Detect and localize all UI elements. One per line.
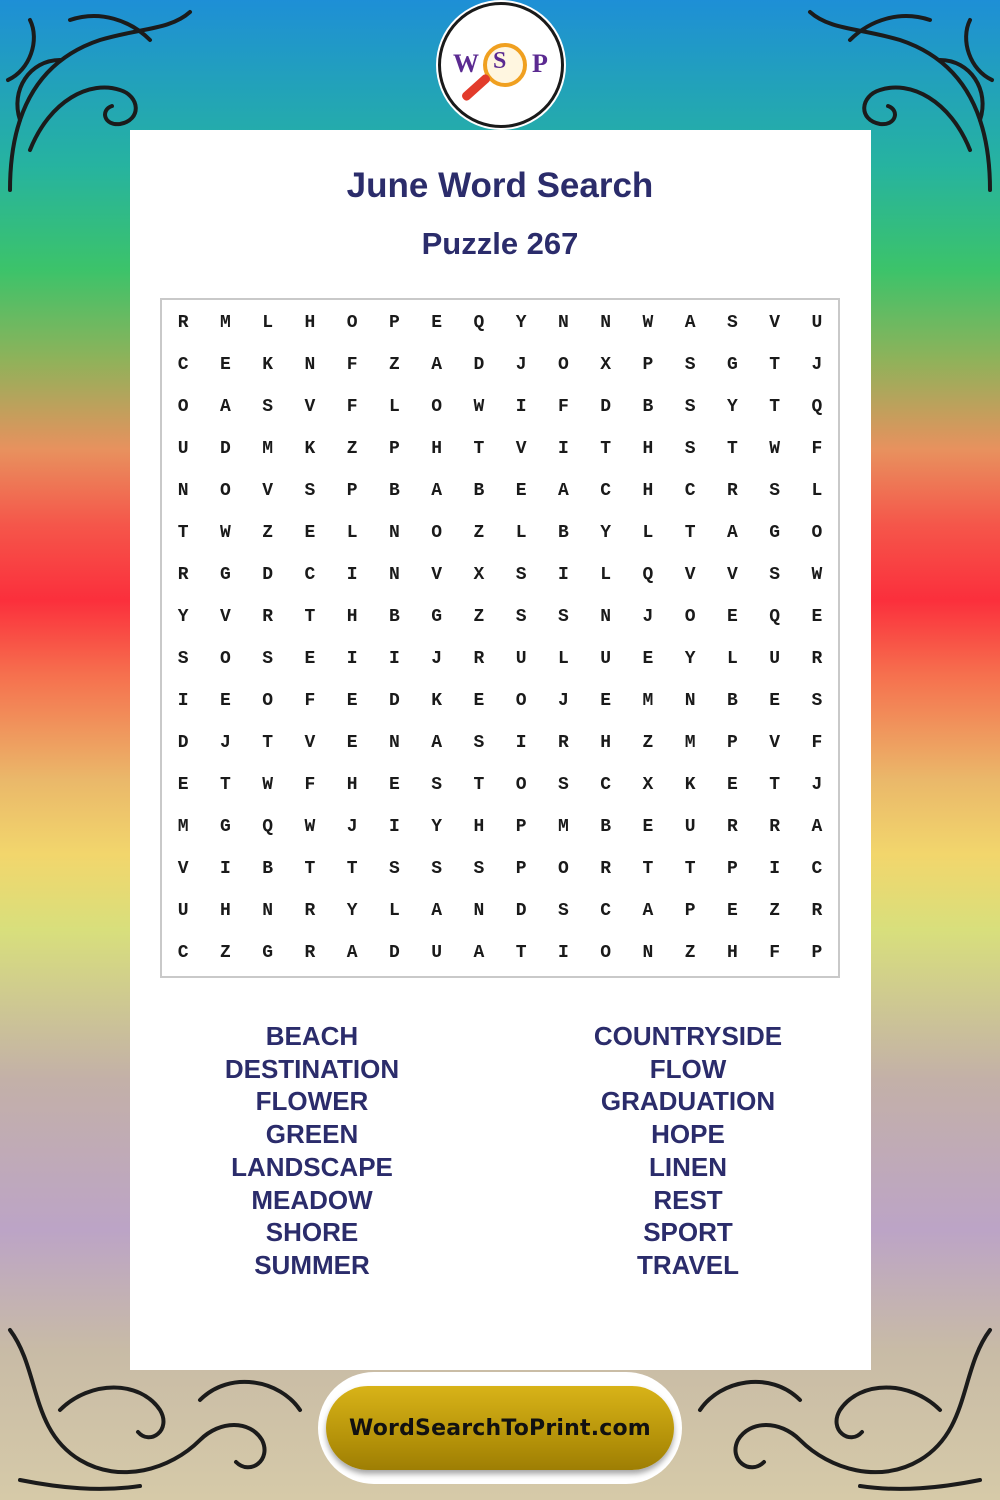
grid-cell: I — [177, 691, 189, 711]
grid-cell: V — [304, 397, 316, 417]
grid-cell: O — [346, 313, 358, 333]
grid-cell: S — [262, 649, 274, 669]
grid-cell: V — [219, 607, 231, 627]
grid-cell: T — [515, 943, 527, 963]
grid-cell: V — [684, 565, 696, 585]
grid-cell: D — [515, 901, 527, 921]
grid-cell: A — [684, 313, 696, 333]
grid-cell: S — [557, 607, 569, 627]
site-badge-inner[interactable] — [326, 1386, 674, 1470]
grid-cell: B — [600, 817, 612, 837]
grid-cell: O — [557, 355, 569, 375]
grid-cell: K — [684, 775, 696, 795]
grid-cell: S — [811, 691, 823, 711]
grid-cell: H — [304, 313, 316, 333]
grid-cell: B — [388, 481, 400, 501]
grid-cell: N — [388, 565, 400, 585]
grid-cell: G — [726, 355, 738, 375]
grid-cell: I — [769, 859, 781, 879]
grid-cell: E — [726, 901, 738, 921]
grid-cell: W — [304, 817, 316, 837]
grid-cell: I — [388, 649, 400, 669]
grid-cell: G — [769, 523, 781, 543]
grid-cell: L — [515, 523, 527, 543]
grid-cell: L — [262, 313, 274, 333]
grid-cell: U — [600, 649, 612, 669]
grid-cell: A — [219, 397, 231, 417]
puzzle-number: Puzzle 267 — [421, 226, 579, 261]
grid-cell: N — [262, 901, 274, 921]
word-list-item: LANDSCAPE — [231, 1151, 393, 1182]
word-list-item: COUNTRYSIDE — [593, 1021, 783, 1051]
grid-cell: V — [726, 565, 738, 585]
grid-cell: O — [431, 523, 443, 543]
grid-cell: T — [177, 523, 189, 543]
grid-cell: N — [177, 481, 189, 501]
grid-cell: H — [726, 943, 738, 963]
grid-cell: E — [346, 733, 358, 753]
grid-cell: I — [557, 565, 569, 585]
grid-cell: T — [473, 439, 485, 459]
grid-cell: W — [473, 397, 485, 417]
grid-cell: Q — [769, 607, 781, 627]
page-title: June Word Search — [346, 166, 654, 205]
grid-cell: U — [769, 649, 781, 669]
grid-cell: Y — [515, 313, 527, 333]
grid-cell: T — [304, 607, 316, 627]
grid-cell: S — [557, 775, 569, 795]
grid-cell: S — [304, 481, 316, 501]
grid-cell: P — [726, 859, 738, 879]
grid-cell: V — [262, 481, 274, 501]
grid-cell: U — [684, 817, 696, 837]
grid-cell: O — [177, 397, 189, 417]
grid-cell: R — [726, 481, 738, 501]
grid-cell: M — [684, 733, 696, 753]
grid-cell: S — [726, 313, 738, 333]
grid-cell: I — [557, 439, 569, 459]
grid-cell: Y — [684, 649, 696, 669]
grid-cell: P — [346, 481, 358, 501]
grid-cell: R — [262, 607, 274, 627]
grid-cell: F — [769, 943, 781, 963]
grid-cell: J — [346, 817, 358, 837]
grid-cell: E — [304, 649, 316, 669]
grid-cell: Z — [262, 523, 274, 543]
grid-cell: Z — [346, 439, 358, 459]
grid-cell: D — [262, 565, 274, 585]
grid-cell: Q — [473, 313, 485, 333]
grid-cell: U — [177, 901, 189, 921]
grid-cell: Z — [769, 901, 781, 921]
grid-cell: J — [811, 355, 823, 375]
grid-cell: T — [304, 859, 316, 879]
word-list-item: SHORE — [265, 1217, 359, 1248]
grid-cell: M — [262, 439, 274, 459]
grid-cell: H — [642, 481, 654, 501]
grid-cell: O — [219, 481, 231, 501]
grid-cell: C — [177, 943, 189, 963]
grid-cell: P — [388, 439, 400, 459]
grid-cell: W — [219, 523, 231, 543]
grid-cell: S — [769, 565, 781, 585]
grid-cell: K — [304, 439, 316, 459]
grid-cell: F — [304, 775, 316, 795]
grid-cell: F — [346, 397, 358, 417]
grid-cell: R — [726, 817, 738, 837]
grid-cell: A — [642, 901, 654, 921]
grid-cell: P — [726, 733, 738, 753]
grid-cell: O — [684, 607, 696, 627]
word-list-right — [538, 1020, 838, 1282]
grid-cell: B — [262, 859, 274, 879]
grid-cell: T — [726, 439, 738, 459]
grid-cell: O — [431, 397, 443, 417]
grid-cell: S — [431, 775, 443, 795]
grid-cell: A — [346, 943, 358, 963]
grid-cell: E — [726, 607, 738, 627]
grid-cell: U — [177, 439, 189, 459]
grid-cell: C — [177, 355, 189, 375]
grid-cell: X — [642, 775, 654, 795]
grid-cell: O — [515, 691, 527, 711]
grid-cell: R — [473, 649, 485, 669]
grid-cell: M — [219, 313, 231, 333]
grid-cell: L — [811, 481, 823, 501]
grid-cell: K — [431, 691, 443, 711]
grid-cell: N — [642, 943, 654, 963]
grid-cell: M — [177, 817, 189, 837]
grid-cell: D — [473, 355, 485, 375]
grid-cell: L — [388, 901, 400, 921]
grid-cell: Y — [177, 607, 189, 627]
site-badge[interactable] — [318, 1372, 682, 1484]
grid-cell: T — [642, 859, 654, 879]
grid-cell: B — [473, 481, 485, 501]
logo-letter-p: P — [532, 49, 548, 78]
grid-cell: I — [346, 649, 358, 669]
grid-cell: F — [304, 691, 316, 711]
grid-cell: D — [388, 691, 400, 711]
grid-cell: Y — [726, 397, 738, 417]
grid-cell: H — [473, 817, 485, 837]
grid-cell: E — [431, 313, 443, 333]
grid-cell: C — [600, 481, 612, 501]
grid-cell: I — [346, 565, 358, 585]
grid-cell: E — [219, 691, 231, 711]
grid-cell: R — [304, 901, 316, 921]
grid-cell: J — [642, 607, 654, 627]
grid-cell: K — [262, 355, 274, 375]
grid-cell: A — [811, 817, 823, 837]
grid-cell: B — [726, 691, 738, 711]
grid-cell: V — [769, 313, 781, 333]
grid-cell: C — [600, 775, 612, 795]
grid-cell: F — [811, 733, 823, 753]
grid-cell: T — [769, 397, 781, 417]
grid-cell: Y — [346, 901, 358, 921]
grid-cell: E — [219, 355, 231, 375]
grid-cell: P — [515, 859, 527, 879]
grid-cell: H — [431, 439, 443, 459]
grid-cell: G — [219, 565, 231, 585]
word-list-item: DESTINATION — [224, 1053, 400, 1084]
grid-cell: S — [431, 859, 443, 879]
site-logo[interactable] — [438, 2, 564, 128]
grid-cell: G — [219, 817, 231, 837]
grid-cell: W — [642, 313, 654, 333]
grid-cell: E — [515, 481, 527, 501]
grid-cell: L — [726, 649, 738, 669]
word-list-item: SPORT — [643, 1217, 733, 1248]
grid-cell: M — [642, 691, 654, 711]
grid-cell: J — [219, 733, 231, 753]
grid-cell: O — [219, 649, 231, 669]
grid-cell: N — [304, 355, 316, 375]
grid-cell: B — [388, 607, 400, 627]
grid-cell: C — [811, 859, 823, 879]
grid-cell: Z — [642, 733, 654, 753]
grid-cell: E — [304, 523, 316, 543]
logo-letter-w: W — [453, 49, 479, 78]
grid-cell: A — [557, 481, 569, 501]
grid-cell: O — [557, 859, 569, 879]
grid-cell: R — [811, 649, 823, 669]
grid-cell: S — [388, 859, 400, 879]
grid-cell: S — [557, 901, 569, 921]
grid-cell: D — [177, 733, 189, 753]
grid-cell: F — [346, 355, 358, 375]
grid-cell: U — [515, 649, 527, 669]
grid-cell: T — [684, 523, 696, 543]
grid-cell: S — [473, 859, 485, 879]
grid-cell: C — [684, 481, 696, 501]
grid-cell: N — [473, 901, 485, 921]
grid-cell: A — [431, 355, 443, 375]
grid-cell: E — [346, 691, 358, 711]
grid-cell: R — [304, 943, 316, 963]
grid-cell: E — [642, 649, 654, 669]
grid-cell: Y — [431, 817, 443, 837]
grid-cell: L — [642, 523, 654, 543]
grid-cell: N — [388, 733, 400, 753]
grid-cell: J — [811, 775, 823, 795]
word-list-item: TRAVEL — [636, 1249, 740, 1280]
grid-cell: W — [811, 565, 823, 585]
word-list-item: MEADOW — [251, 1184, 373, 1215]
grid-cell: B — [642, 397, 654, 417]
grid-cell: G — [431, 607, 443, 627]
grid-cell: W — [769, 439, 781, 459]
grid-cell: E — [811, 607, 823, 627]
grid-cell: J — [431, 649, 443, 669]
grid-cell: R — [557, 733, 569, 753]
grid-cell: Z — [388, 355, 400, 375]
grid-cell: A — [431, 481, 443, 501]
grid-cell: N — [388, 523, 400, 543]
grid-cell: F — [811, 439, 823, 459]
grid-cell: T — [262, 733, 274, 753]
grid-cell: L — [346, 523, 358, 543]
grid-cell: V — [304, 733, 316, 753]
grid-cell: T — [769, 775, 781, 795]
grid-cell: Z — [684, 943, 696, 963]
grid-cell: Y — [600, 523, 612, 543]
grid-cell: J — [515, 355, 527, 375]
grid-cell: V — [515, 439, 527, 459]
grid-cell: E — [726, 775, 738, 795]
grid-cell: P — [642, 355, 654, 375]
grid-cell: R — [177, 313, 189, 333]
grid-cell: P — [684, 901, 696, 921]
grid-cell: O — [600, 943, 612, 963]
grid-cell: O — [811, 523, 823, 543]
grid-cell: Z — [219, 943, 231, 963]
word-list-item: GRADUATION — [600, 1086, 776, 1117]
grid-cell: Q — [642, 565, 654, 585]
grid-cell: E — [177, 775, 189, 795]
grid-cell: S — [684, 355, 696, 375]
grid-cell: D — [600, 397, 612, 417]
grid-cell: H — [346, 607, 358, 627]
grid-cell: R — [177, 565, 189, 585]
word-list-item: HOPE — [651, 1119, 725, 1150]
word-list-item: REST — [653, 1184, 723, 1215]
grid-cell: R — [769, 817, 781, 837]
grid-cell: U — [811, 313, 823, 333]
grid-cell: S — [177, 649, 189, 669]
grid-cell: C — [304, 565, 316, 585]
site-url[interactable]: WordSearchToPrint.com — [349, 1415, 651, 1441]
grid-cell: T — [600, 439, 612, 459]
grid-cell: T — [769, 355, 781, 375]
grid-cell: A — [431, 733, 443, 753]
grid-cell: E — [388, 775, 400, 795]
grid-cell: N — [600, 607, 612, 627]
grid-cell: F — [557, 397, 569, 417]
grid-cell: S — [684, 439, 696, 459]
word-list-item: FLOWER — [255, 1086, 369, 1117]
grid-cell: X — [473, 565, 485, 585]
grid-cell: Z — [473, 607, 485, 627]
word-list-left — [162, 1020, 462, 1282]
grid-cell: S — [684, 397, 696, 417]
grid-cell: R — [811, 901, 823, 921]
grid-cell: N — [557, 313, 569, 333]
grid-cell: N — [600, 313, 612, 333]
grid-cell: S — [769, 481, 781, 501]
grid-cell: I — [557, 943, 569, 963]
grid-cell: T — [219, 775, 231, 795]
grid-cell: P — [515, 817, 527, 837]
grid-cell: L — [557, 649, 569, 669]
grid-cell: H — [346, 775, 358, 795]
grid-cell: E — [473, 691, 485, 711]
grid-cell: A — [726, 523, 738, 543]
grid-cell: I — [388, 817, 400, 837]
grid-cell: O — [262, 691, 274, 711]
grid-cell: I — [219, 859, 231, 879]
grid-cell: H — [642, 439, 654, 459]
grid-cell: H — [600, 733, 612, 753]
grid-cell: S — [262, 397, 274, 417]
grid-cell: P — [811, 943, 823, 963]
grid-cell: M — [557, 817, 569, 837]
grid-cell: D — [388, 943, 400, 963]
word-list-item: BEACH — [265, 1021, 359, 1051]
grid-cell: J — [557, 691, 569, 711]
grid-cell: U — [431, 943, 443, 963]
grid-cell: I — [515, 397, 527, 417]
grid-cell: X — [600, 355, 612, 375]
grid-cell: B — [557, 523, 569, 543]
grid-cell: C — [600, 901, 612, 921]
word-list-item: GREEN — [265, 1119, 359, 1150]
logo-letter-s: S — [493, 48, 507, 74]
grid-cell: E — [600, 691, 612, 711]
grid-cell: T — [684, 859, 696, 879]
word-list-item: FLOW — [649, 1053, 727, 1084]
grid-cell: V — [177, 859, 189, 879]
grid-cell: I — [515, 733, 527, 753]
grid-cell: T — [346, 859, 358, 879]
grid-cell: S — [515, 565, 527, 585]
grid-cell: H — [219, 901, 231, 921]
grid-cell: E — [769, 691, 781, 711]
grid-cell: S — [473, 733, 485, 753]
grid-cell: L — [600, 565, 612, 585]
grid-cell: L — [388, 397, 400, 417]
grid-cell: V — [769, 733, 781, 753]
grid-cell: Q — [811, 397, 823, 417]
grid-cell: Q — [262, 817, 274, 837]
grid-cell: W — [262, 775, 274, 795]
grid-cell: G — [262, 943, 274, 963]
grid-cell: E — [642, 817, 654, 837]
letter-grid — [160, 298, 840, 978]
word-list-item: LINEN — [649, 1151, 727, 1182]
grid-cell: O — [515, 775, 527, 795]
grid-cell: V — [431, 565, 443, 585]
grid-cell: T — [473, 775, 485, 795]
grid-cell: A — [431, 901, 443, 921]
grid-cell: N — [684, 691, 696, 711]
grid-cell: A — [473, 943, 485, 963]
grid-cell: D — [219, 439, 231, 459]
grid-cell: S — [515, 607, 527, 627]
word-list-item: SUMMER — [254, 1249, 370, 1280]
grid-cell: R — [600, 859, 612, 879]
grid-cell: P — [388, 313, 400, 333]
grid-cell: Z — [473, 523, 485, 543]
